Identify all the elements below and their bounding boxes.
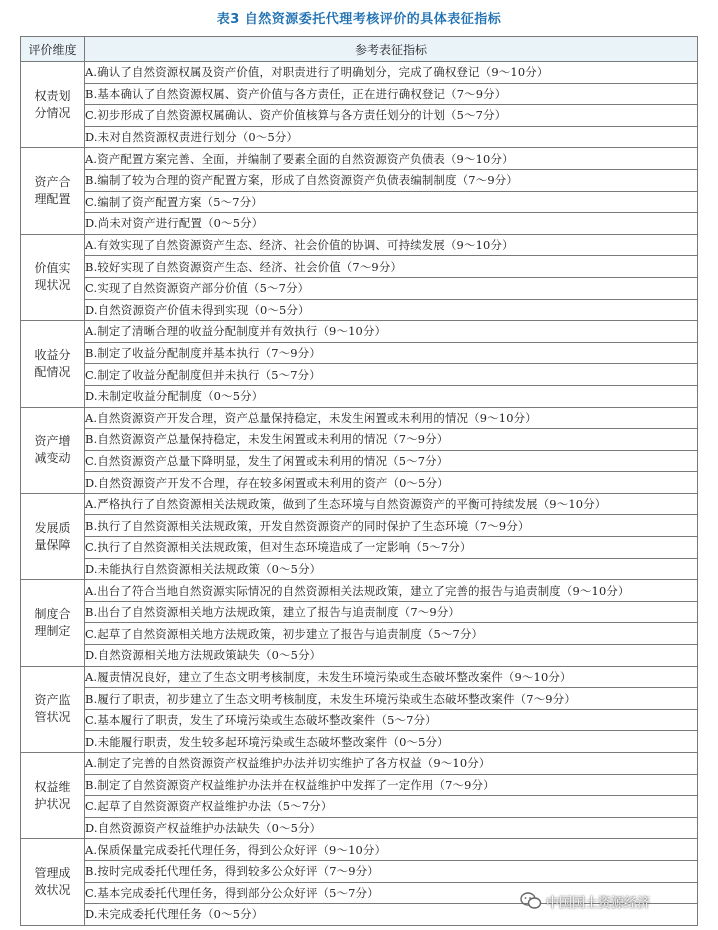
dimension-cell (21, 407, 85, 493)
dimension-cell (21, 839, 85, 925)
dimension-cell (21, 148, 85, 234)
watermark (520, 888, 710, 914)
wechat-icon (520, 892, 542, 910)
indicator-cell: C.起草了自然资源资产权益维护办法（5～7分） (85, 796, 698, 818)
indicator-cell: C.实现了自然资源资产部分价值（5～7分） (85, 277, 698, 299)
indicator-cell: B.执行了自然资源相关法规政策，开发自然资源资产的同时保护了生态环境（7～9分） (85, 515, 698, 537)
table-row (21, 601, 698, 623)
dimension-cell (21, 493, 85, 579)
indicator-cell: B.出台了自然资源相关地方法规政策，建立了报告与追责制度（7～9分） (85, 601, 698, 623)
indicator-cell: A.保质保量完成委托代理任务，得到公众好评（9～10分） (85, 839, 698, 861)
table-row (21, 515, 698, 537)
dimension-label: 权益维护状况 (34, 779, 71, 811)
indicator-cell: B.较好实现了自然资源资产生态、经济、社会价值（7～9分） (85, 256, 698, 278)
dimension-label: 价值实现状况 (34, 261, 71, 293)
table-row (21, 105, 698, 127)
table-row (21, 126, 698, 148)
table-row (21, 321, 698, 343)
table-body (21, 62, 698, 926)
table-row (21, 277, 698, 299)
table-row (21, 256, 698, 278)
dimension-cell (21, 753, 85, 839)
indicator-cell: A.自然资源资产开发合理，资产总量保持稳定，未发生闲置或未利用的情况（9～10分） (85, 407, 698, 429)
table-row (21, 753, 698, 775)
dimension-cell (21, 666, 85, 752)
table-row (21, 191, 698, 213)
table-row (21, 213, 698, 235)
watermark-text: 中国国土资源经济 (546, 895, 651, 911)
indicator-cell: A.有效实现了自然资源资产生态、经济、社会价值的协调、可持续发展（9～10分） (85, 234, 698, 256)
table-row (21, 645, 698, 667)
table-row (21, 666, 698, 688)
indicator-cell: C.初步形成了自然资源权属确认、资产价值核算与各方责任划分的计划（5～7分） (85, 105, 698, 127)
table-row (21, 299, 698, 321)
table-row (21, 407, 698, 429)
table-row (21, 623, 698, 645)
indicator-table (20, 36, 698, 926)
dimension-label: 资产合理配置 (34, 175, 71, 207)
indicator-cell: D.自然资源资产权益维护办法缺失（0～5分） (85, 817, 698, 839)
indicator-cell: C.基本完成委托代理任务，得到部分公众好评（5～7分） (85, 882, 698, 904)
table-row (21, 817, 698, 839)
dimension-label: 资产增减变动 (34, 434, 71, 466)
indicator-cell: D.未能执行自然资源相关法规政策（0～5分） (85, 558, 698, 580)
dimension-cell (21, 580, 85, 666)
indicator-cell: D.尚未对资产进行配置（0～5分） (85, 213, 698, 235)
indicator-cell: B.履行了职责，初步建立了生态文明考核制度，未发生环境污染或生态破坏整改案件（7～9分） (85, 688, 698, 710)
indicator-cell: A.制定了完善的自然资源资产权益维护办法并切实维护了各方权益（9～10分） (85, 753, 698, 775)
indicator-cell: A.履责情况良好，建立了生态文明考核制度，未发生环境污染或生态破坏整改案件（9～10分） (85, 666, 698, 688)
indicator-cell: B.自然资源资产总量保持稳定，未发生闲置或未利用的情况（7～9分） (85, 429, 698, 451)
header-dimension: 评价维度 (21, 37, 85, 62)
table-row (21, 731, 698, 753)
indicator-cell: A.资产配置方案完善、全面，并编制了要素全面的自然资源资产负债表（9～10分） (85, 148, 698, 170)
indicator-cell: C.基本履行了职责，发生了环境污染或生态破坏整改案件（5～7分） (85, 709, 698, 731)
table-row (21, 839, 698, 861)
indicator-cell: A.出台了符合当地自然资源实际情况的自然资源相关法规政策，建立了完善的报告与追责制度（9～10分） (85, 580, 698, 602)
table-row (21, 688, 698, 710)
dimension-label: 资产监管状况 (34, 693, 71, 725)
indicator-cell: C.自然资源资产总量下降明显，发生了闲置或未利用的情况（5～7分） (85, 450, 698, 472)
dimension-cell (21, 62, 85, 148)
table-row (21, 537, 698, 559)
indicator-cell: D.未制定收益分配制度（0～5分） (85, 385, 698, 407)
indicator-cell: B.制定了收益分配制度并基本执行（7～9分） (85, 342, 698, 364)
dimension-label: 制度合理制定 (34, 606, 71, 638)
dimension-label: 权责划分情况 (34, 88, 71, 120)
indicator-cell: C.制定了收益分配制度但并未执行（5～7分） (85, 364, 698, 386)
dimension-label: 发展质量保障 (34, 520, 71, 552)
table-row (21, 364, 698, 386)
dimension-label: 收益分配情况 (34, 347, 71, 379)
table-row (21, 472, 698, 494)
indicator-cell: B.基本确认了自然资源权属、资产价值与各方责任，正在进行确权登记（7～9分） (85, 83, 698, 105)
indicator-cell: D.未能履行职责，发生较多起环境污染或生态破坏整改案件（0～5分） (85, 731, 698, 753)
table-row (21, 234, 698, 256)
dimension-label: 管理成效状况 (34, 866, 71, 898)
table-row (21, 169, 698, 191)
indicator-cell: D.未完成委托代理任务（0～5分） (85, 904, 698, 926)
indicator-cell: C.起草了自然资源相关地方法规政策，初步建立了报告与追责制度（5～7分） (85, 623, 698, 645)
table-title: 表3 自然资源委托代理考核评价的具体表征指标 (216, 12, 502, 27)
indicator-cell: D.自然资源相关地方法规政策缺失（0～5分） (85, 645, 698, 667)
indicator-cell: B.编制了较为合理的资产配置方案，形成了自然资源资产负债表编制制度（7～9分） (85, 169, 698, 191)
table-row (21, 493, 698, 515)
table-row (21, 580, 698, 602)
indicator-cell: A.确认了自然资源权属及资产价值，对职责进行了明确划分，完成了确权登记（9～10分） (85, 62, 698, 84)
header-indicator: 参考表征指标 (85, 37, 698, 62)
indicator-cell: D.自然资源资产价值未得到实现（0～5分） (85, 299, 698, 321)
indicator-cell: B.制定了自然资源资产权益维护办法并在权益维护中发挥了一定作用（7～9分） (85, 774, 698, 796)
indicator-cell: C.编制了资产配置方案（5～7分） (85, 191, 698, 213)
indicator-cell: C.执行了自然资源相关法规政策，但对生态环境造成了一定影响（5～7分） (85, 537, 698, 559)
header-row (21, 37, 698, 62)
table-row (21, 558, 698, 580)
table-row (21, 385, 698, 407)
table-row (21, 148, 698, 170)
indicator-cell: B.按时完成委托代理任务，得到较多公众好评（7～9分） (85, 860, 698, 882)
table-row (21, 429, 698, 451)
indicator-cell: A.制定了清晰合理的收益分配制度并有效执行（9～10分） (85, 321, 698, 343)
dimension-cell (21, 321, 85, 407)
indicator-cell: D.自然资源资产开发不合理，存在较多闲置或未利用的资产（0～5分） (85, 472, 698, 494)
table-row (21, 342, 698, 364)
table-row (21, 796, 698, 818)
dimension-cell (21, 234, 85, 320)
table-row (21, 83, 698, 105)
indicator-cell: D.未对自然资源权责进行划分（0～5分） (85, 126, 698, 148)
table-row (21, 860, 698, 882)
table-row (21, 450, 698, 472)
indicator-cell: A.严格执行了自然资源相关法规政策，做到了生态环境与自然资源资产的平衡可持续发展（9～10分） (85, 493, 698, 515)
table-row (21, 62, 698, 84)
table-row (21, 774, 698, 796)
table-row (21, 709, 698, 731)
